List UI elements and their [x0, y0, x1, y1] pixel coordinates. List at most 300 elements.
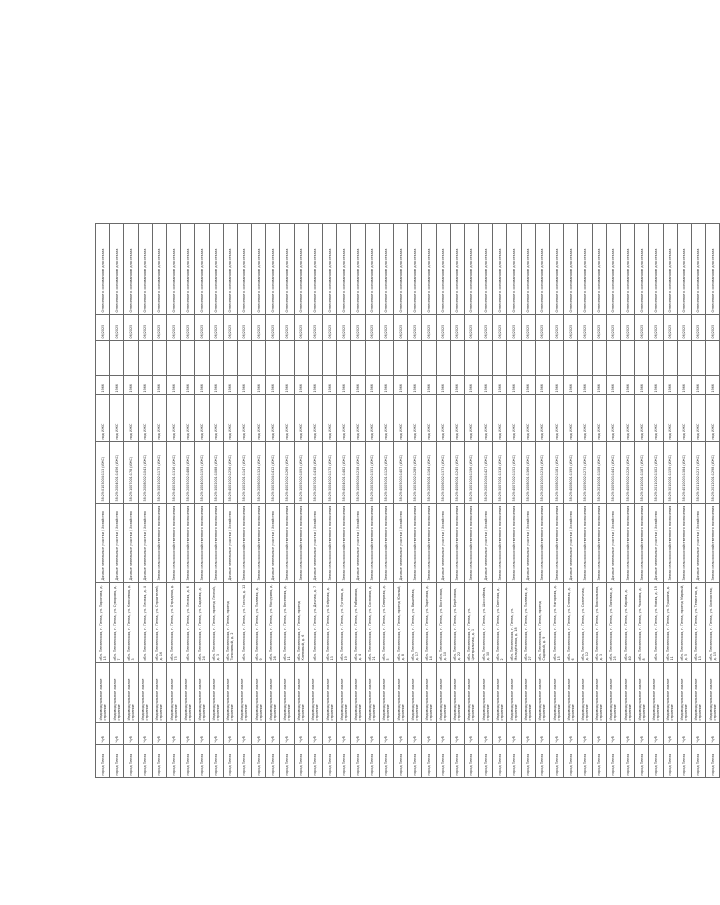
table-cell: 06/2025: [436, 315, 450, 341]
empty-cell: [706, 341, 720, 376]
table-cell: 06/2025: [464, 315, 478, 341]
table-cell: 1966: [152, 376, 166, 395]
table-cell: 1966: [408, 376, 422, 395]
empty-cell: [550, 341, 564, 376]
table-cell: под ИЖС: [365, 395, 379, 442]
table-row: [138, 224, 152, 778]
table-cell: Отнесение к основаниям для отказа: [252, 224, 266, 315]
table-cell: 58:29:4010003:1384 (ИЖС): [677, 442, 691, 504]
table-cell: 06/2025: [521, 315, 535, 341]
table-cell: Отнесение к основаниям для отказа: [294, 224, 308, 315]
table-cell: город Пенза: [181, 745, 195, 778]
table-cell: 1966: [479, 376, 493, 395]
table-cell: город Пенза: [365, 745, 379, 778]
table-cell: под ИЖС: [223, 395, 237, 442]
table-cell: Земли сельскохозяйственного назначения: [337, 504, 351, 583]
table-cell: обл. Пензенская, г. Пенза, ул. Суворова, д. 7: [110, 583, 124, 663]
table-cell: город Пенза: [337, 745, 351, 778]
table-cell: обл. Пензенская, г. Пенза, ул. Липовая, д. 25: [606, 583, 620, 663]
table-cell: Чуб: [620, 723, 634, 745]
empty-cell: [606, 341, 620, 376]
table-cell: Чуб: [365, 723, 379, 745]
empty-cell: [308, 341, 322, 376]
table-cell: город Пенза: [450, 745, 464, 778]
table-row: [166, 224, 180, 778]
table-cell: 06/2025: [110, 315, 124, 341]
table-row: [649, 224, 663, 778]
empty-cell: [266, 341, 280, 376]
table-cell: город Пенза: [96, 745, 110, 778]
table-cell: Отнесение к основаниям для отказа: [181, 224, 195, 315]
table-cell: Чуб: [564, 723, 578, 745]
table-cell: обл. Пензенская, г. Пенза, проезд Тополиный, д. 2: [223, 583, 237, 663]
table-cell: обл. Пензенская, г. Пенза, ул. Пирогова, д. 15: [96, 583, 110, 663]
table-cell: Земли сельскохозяйственного назначения: [677, 504, 691, 583]
table-cell: Чуб: [422, 723, 436, 745]
table-cell: Индивидуальное жилое строение: [677, 663, 691, 723]
table-cell: 58:29:1004003:1193 (ИЖС): [195, 442, 209, 504]
table-cell: обл. Пензенская, г. Пенза, ул. Мичурина, д. 28: [266, 583, 280, 663]
table-cell: город Пенза: [663, 745, 677, 778]
table-cell: 06/2025: [479, 315, 493, 341]
table-cell: 06/2025: [450, 315, 464, 341]
table-cell: 58:29:4006001:1245 (ИЖС): [450, 442, 464, 504]
table-cell: 06/2025: [195, 315, 209, 341]
table-cell: 06/2025: [393, 315, 407, 341]
table-cell: город Пенза: [166, 745, 180, 778]
table-row: [323, 224, 337, 778]
table-cell: Отнесение к основаниям для отказа: [464, 224, 478, 315]
empty-cell: [379, 341, 393, 376]
table-cell: обл. Пензенская, г. Пенза, ул. Восточная, д. 10: [436, 583, 450, 663]
empty-cell: [166, 341, 180, 376]
empty-cell: [436, 341, 450, 376]
table-cell: 58:29:2009001:1164 (ИЖС): [422, 442, 436, 504]
table-cell: город Пенза: [592, 745, 606, 778]
table-cell: Дачные земельные участки / Хозяйство: [308, 504, 322, 583]
table-cell: Земли сельскохозяйственного назначения: [620, 504, 634, 583]
table-cell: Индивидуальное жилое строение: [663, 663, 677, 723]
table-cell: под ИЖС: [663, 395, 677, 442]
table-cell: Отнесение к основаниям для отказа: [479, 224, 493, 315]
table-cell: Отнесение к основаниям для отказа: [606, 224, 620, 315]
table-cell: Чуб: [706, 723, 720, 745]
table-cell: город Пенза: [691, 745, 705, 778]
table-cell: город Пенза: [422, 745, 436, 778]
table-cell: под ИЖС: [252, 395, 266, 442]
table-cell: 1966: [606, 376, 620, 395]
table-row: [223, 224, 237, 778]
table-cell: 58:29:2011002:1302 (ИЖС): [649, 442, 663, 504]
table-cell: город Пенза: [535, 745, 549, 778]
table-cell: 06/2025: [337, 315, 351, 341]
table-cell: Дачные земельные участки / Хозяйство: [691, 504, 705, 583]
table-row: [110, 224, 124, 778]
table-cell: 58:29:4002002:1269 (ИЖС): [280, 442, 294, 504]
table-cell: под ИЖС: [110, 395, 124, 442]
table-cell: 58:29:2012001:1298 (ИЖС): [706, 442, 720, 504]
table-cell: Чуб: [209, 723, 223, 745]
table-cell: 06/2025: [691, 315, 705, 341]
table-row: [592, 224, 606, 778]
table-cell: 06/2025: [152, 315, 166, 341]
table-cell: 06/2025: [408, 315, 422, 341]
table-cell: 06/2025: [677, 315, 691, 341]
table-cell: под ИЖС: [578, 395, 592, 442]
table-cell: Чуб: [521, 723, 535, 745]
table-cell: под ИЖС: [408, 395, 422, 442]
table-cell: 58:29:1010001:1187 (ИЖС): [635, 442, 649, 504]
table-cell: Земли сельскохозяйственного назначения: [450, 504, 464, 583]
table-cell: 1966: [649, 376, 663, 395]
table-cell: 58:29:1005002:1093 (ИЖС): [294, 442, 308, 504]
table-cell: 1966: [209, 376, 223, 395]
table-cell: 1966: [521, 376, 535, 395]
table-cell: 58:29:2007001:1438 (ИЖС): [308, 442, 322, 504]
table-cell: Отнесение к основаниям для отказа: [677, 224, 691, 315]
table-cell: 1966: [96, 376, 110, 395]
empty-cell: [677, 341, 691, 376]
table-cell: Земли сельскохозяйственного назначения: [408, 504, 422, 583]
table-cell: 1966: [237, 376, 251, 395]
table-cell: город Пенза: [521, 745, 535, 778]
table-cell: Земли сельскохозяйственного назначения: [578, 504, 592, 583]
table-cell: обл. Пензенская, г. Пенза, ул. Северная, д. 5: [379, 583, 393, 663]
table-cell: Индивидуальное жилое строение: [620, 663, 634, 723]
table-cell: 1966: [308, 376, 322, 395]
table-cell: Отнесение к основаниям для отказа: [564, 224, 578, 315]
table-cell: город Пенза: [393, 745, 407, 778]
table-row: [379, 224, 393, 778]
table-cell: под ИЖС: [620, 395, 634, 442]
table-cell: Индивидуальное жилое строение: [323, 663, 337, 723]
table-cell: Дачные земельные участки / Хозяйство: [96, 504, 110, 583]
table-cell: 1966: [323, 376, 337, 395]
table-cell: обл. Пензенская, г. Пенза, ул. Степная, д. 6: [564, 583, 578, 663]
table-cell: город Пенза: [436, 745, 450, 778]
table-cell: 06/2025: [379, 315, 393, 341]
table-cell: 1966: [706, 376, 720, 395]
table-cell: город Пенза: [152, 745, 166, 778]
table-cell: Чуб: [323, 723, 337, 745]
table-cell: город Пенза: [195, 745, 209, 778]
table-cell: город Пенза: [408, 745, 422, 778]
table-cell: Отнесение к основаниям для отказа: [535, 224, 549, 315]
table-cell: обл. Пензенская, г. Пенза, ул. Строителей, д. 16: [152, 583, 166, 663]
table-cell: 06/2025: [493, 315, 507, 341]
table-cell: 58:29:4001002:1256 (ИЖС): [223, 442, 237, 504]
table-cell: Земли сельскохозяйственного назначения: [635, 504, 649, 583]
table-row: [351, 224, 365, 778]
table-cell: под ИЖС: [479, 395, 493, 442]
table-cell: 58:29:2003002:1351 (ИЖС): [365, 442, 379, 504]
table-cell: под ИЖС: [606, 395, 620, 442]
table-cell: Дачные земельные участки / Хозяйство: [351, 504, 365, 583]
table-cell: 1966: [138, 376, 152, 395]
table-cell: Дачные земельные участки / Хозяйство: [223, 504, 237, 583]
table-row: [195, 224, 209, 778]
table-cell: под ИЖС: [166, 395, 180, 442]
table-cell: Индивидуальное жилое строение: [436, 663, 450, 723]
table-cell: 1966: [507, 376, 521, 395]
empty-cell: [450, 341, 464, 376]
table-cell: 58:29:3005001:1126 (ИЖС): [379, 442, 393, 504]
table-cell: Чуб: [535, 723, 549, 745]
table-cell: Отнесение к основаниям для отказа: [691, 224, 705, 315]
land-register-table: [95, 223, 720, 778]
table-cell: Индивидуальное жилое строение: [294, 663, 308, 723]
table-cell: город Пенза: [507, 745, 521, 778]
table-cell: 58:29:2001003:1234 (ИЖС): [535, 442, 549, 504]
table-row: [464, 224, 478, 778]
table-cell: 06/2025: [294, 315, 308, 341]
empty-cell: [195, 341, 209, 376]
table-cell: под ИЖС: [635, 395, 649, 442]
table-cell: обл. Пензенская, г. Пенза, ул. Пушкина, д. 11: [663, 583, 677, 663]
table-row: [564, 224, 578, 778]
table-cell: 06/2025: [266, 315, 280, 341]
table-cell: Индивидуальное жилое строение: [379, 663, 393, 723]
table-cell: 06/2025: [323, 315, 337, 341]
table-cell: Индивидуальное жилое строение: [408, 663, 422, 723]
table-cell: 58:29:3008002:1181 (ИЖС): [550, 442, 564, 504]
table-cell: 1966: [266, 376, 280, 395]
table-row: [181, 224, 195, 778]
table-cell: 58:29:3001002:1175 (ИЖС): [152, 442, 166, 504]
table-cell: обл. Пензенская, г. Пенза, ул. Центральная, д. 1: [464, 583, 478, 663]
table-cell: город Пенза: [479, 745, 493, 778]
table-cell: 1966: [393, 376, 407, 395]
table-cell: город Пенза: [564, 745, 578, 778]
table-cell: город Пенза: [351, 745, 365, 778]
table-cell: город Пенза: [138, 745, 152, 778]
table-cell: Индивидуальное жилое строение: [464, 663, 478, 723]
table-cell: Дачные земельные участки / Хозяйство: [124, 504, 138, 583]
table-cell: город Пенза: [620, 745, 634, 778]
table-cell: 1966: [124, 376, 138, 395]
table-cell: 58:29:2005002:1488 (ИЖС): [181, 442, 195, 504]
table-cell: город Пенза: [308, 745, 322, 778]
table-cell: 1966: [337, 376, 351, 395]
table-row: [507, 224, 521, 778]
table-cell: Земли сельскохозяйственного назначения: [195, 504, 209, 583]
table-cell: Земли сельскохозяйственного назначения: [535, 504, 549, 583]
table-cell: Земли сельскохозяйственного назначения: [379, 504, 393, 583]
table-cell: Чуб: [379, 723, 393, 745]
table-cell: 1966: [436, 376, 450, 395]
table-cell: 58:29:1001004:1196 (ИЖС): [464, 442, 478, 504]
table-cell: Отнесение к основаниям для отказа: [450, 224, 464, 315]
table-cell: 06/2025: [166, 315, 180, 341]
table-cell: 58:29:3009003:1441 (ИЖС): [606, 442, 620, 504]
table-cell: 06/2025: [223, 315, 237, 341]
empty-cell: [209, 341, 223, 376]
table-cell: Чуб: [110, 723, 124, 745]
table-cell: Индивидуальное жилое строение: [564, 663, 578, 723]
table-cell: обл. Пензенская, г. Пенза, ул. Нагорная, д. 15: [550, 583, 564, 663]
table-cell: 58:29:2004001:1456 (ИЖС): [110, 442, 124, 504]
table-cell: Чуб: [691, 723, 705, 745]
table-cell: Отнесение к основаниям для отказа: [706, 224, 720, 315]
empty-cell: [521, 341, 535, 376]
empty-cell: [181, 341, 195, 376]
table-cell: обл. Пензенская, г. Пенза, ул. Холмистая, д. 15: [706, 583, 720, 663]
table-cell: обл. Пензенская, г. Пенза, проезд Кленовый, д. 6: [294, 583, 308, 663]
table-cell: Индивидуальное жилое строение: [550, 663, 564, 723]
table-row: [663, 224, 677, 778]
table-cell: Отнесение к основаниям для отказа: [550, 224, 564, 315]
table-cell: под ИЖС: [493, 395, 507, 442]
empty-cell: [479, 341, 493, 376]
table-cell: 06/2025: [706, 315, 720, 341]
table-cell: Чуб: [578, 723, 592, 745]
table-cell: 1966: [365, 376, 379, 395]
table-cell: Чуб: [96, 723, 110, 745]
table-cell: под ИЖС: [507, 395, 521, 442]
table-cell: Земли сельскохозяйственного назначения: [592, 504, 606, 583]
table-cell: Чуб: [181, 723, 195, 745]
table-cell: 1966: [450, 376, 464, 395]
table-cell: 1966: [635, 376, 649, 395]
table-cell: 58:29:2008002:1043 (ИЖС): [138, 442, 152, 504]
table-row: [521, 224, 535, 778]
empty-cell: [252, 341, 266, 376]
table-cell: Чуб: [223, 723, 237, 745]
table-cell: город Пенза: [649, 745, 663, 778]
table-cell: Земли сельскохозяйственного назначения: [209, 504, 223, 583]
table-cell: Индивидуальное жилое строение: [493, 663, 507, 723]
table-cell: 1966: [252, 376, 266, 395]
table-cell: Чуб: [166, 723, 180, 745]
table-cell: обл. Пензенская, г. Пенза, проезд Южный, д. 8: [393, 583, 407, 663]
table-cell: Дачные земельные участки / Хозяйство: [436, 504, 450, 583]
table-cell: 1966: [195, 376, 209, 395]
table-cell: 06/2025: [209, 315, 223, 341]
table-row: [635, 224, 649, 778]
table-cell: обл. Пензенская, г. Пенза, ул. Отрадная, д. 75: [166, 583, 180, 663]
table-cell: 1966: [166, 376, 180, 395]
table-cell: под ИЖС: [592, 395, 606, 442]
table-cell: Индивидуальное жилое строение: [110, 663, 124, 723]
empty-cell: [152, 341, 166, 376]
table-cell: Индивидуальное жилое строение: [181, 663, 195, 723]
table-row: [620, 224, 634, 778]
table-row: [691, 224, 705, 778]
table-cell: Чуб: [152, 723, 166, 745]
table-cell: Земли сельскохозяйственного назначения: [166, 504, 180, 583]
table-cell: Отнесение к основаниям для отказа: [209, 224, 223, 315]
table-cell: Земли сельскохозяйственного назначения: [365, 504, 379, 583]
table-cell: 1966: [379, 376, 393, 395]
table-cell: обл. Пензенская, г. Пенза, ул. Рябиновая, д. 4: [351, 583, 365, 663]
table-cell: Индивидуальное жилое строение: [393, 663, 407, 723]
table-cell: 58:29:0103004:113 (ИЖС): [96, 442, 110, 504]
table-cell: Дачные земельные участки / Хозяйство: [564, 504, 578, 583]
table-cell: Чуб: [436, 723, 450, 745]
table-cell: Чуб: [308, 723, 322, 745]
table-cell: Индивидуальное жилое строение: [166, 663, 180, 723]
table-cell: 58:29:4007002:1152 (ИЖС): [507, 442, 521, 504]
table-cell: Земли сельскохозяйственного назначения: [663, 504, 677, 583]
table-cell: 1966: [493, 376, 507, 395]
table-cell: 1966: [691, 376, 705, 395]
table-cell: 1966: [351, 376, 365, 395]
empty-cell: [393, 341, 407, 376]
empty-cell: [464, 341, 478, 376]
table-cell: 06/2025: [606, 315, 620, 341]
table-cell: 58:29:4008001:1395 (ИЖС): [564, 442, 578, 504]
table-cell: Отнесение к основаниям для отказа: [493, 224, 507, 315]
table-cell: 58:29:2002004:1427 (ИЖС): [479, 442, 493, 504]
table-cell: Индивидуальное жилое строение: [195, 663, 209, 723]
table-cell: город Пенза: [294, 745, 308, 778]
empty-cell: [493, 341, 507, 376]
table-cell: обл. Пензенская, г. Пенза, ул. Полевая, д. 9: [252, 583, 266, 663]
table-cell: Отнесение к основаниям для отказа: [237, 224, 251, 315]
empty-cell: [96, 341, 110, 376]
table-cell: под ИЖС: [691, 395, 705, 442]
table-cell: 1966: [294, 376, 308, 395]
table-cell: 06/2025: [578, 315, 592, 341]
table-cell: Отнесение к основаниям для отказа: [578, 224, 592, 315]
table-cell: Отнесение к основаниям для отказа: [422, 224, 436, 315]
table-cell: Отнесение к основаниям для отказа: [138, 224, 152, 315]
table-cell: 06/2025: [507, 315, 521, 341]
table-cell: обл. Пензенская, г. Пенза, ул. Чкалова, д. 8: [635, 583, 649, 663]
table-cell: город Пенза: [323, 745, 337, 778]
table-cell: город Пенза: [266, 745, 280, 778]
table-cell: обл. Пензенская, г. Пенза, ул. Сосновая, д. 21: [365, 583, 379, 663]
table-cell: обл. Пензенская, г. Пенза, ул. Весенняя, д. 11: [280, 583, 294, 663]
table-cell: Индивидуальное жилое строение: [535, 663, 549, 723]
table-row: [337, 224, 351, 778]
table-row: [237, 224, 251, 778]
table-cell: Индивидуальное жилое строение: [635, 663, 649, 723]
table-cell: Индивидуальное жилое строение: [351, 663, 365, 723]
table-row: [266, 224, 280, 778]
table-cell: Отнесение к основаниям для отказа: [379, 224, 393, 315]
table-row: [479, 224, 493, 778]
empty-cell: [294, 341, 308, 376]
table-cell: обл. Пензенская, г. Пенза, ул. Ключевая, д. 3: [124, 583, 138, 663]
table-cell: Отнесение к основаниям для отказа: [408, 224, 422, 315]
table-cell: 58:29:3007001:1318 (ИЖС): [493, 442, 507, 504]
table-cell: Индивидуальное жилое строение: [96, 663, 110, 723]
table-cell: под ИЖС: [195, 395, 209, 442]
table-cell: Отнесение к основаниям для отказа: [351, 224, 365, 315]
table-cell: обл. Пензенская, г. Пенза, ул. Вокзальная, д. 3: [592, 583, 606, 663]
table-cell: Индивидуальное жилое строение: [337, 663, 351, 723]
table-cell: Индивидуальное жилое строение: [578, 663, 592, 723]
table-cell: 1966: [550, 376, 564, 395]
table-row: [280, 224, 294, 778]
table-cell: под ИЖС: [535, 395, 549, 442]
table-cell: Отнесение к основаниям для отказа: [152, 224, 166, 315]
table-cell: под ИЖС: [706, 395, 720, 442]
empty-cell: [635, 341, 649, 376]
table-cell: Чуб: [479, 723, 493, 745]
table-cell: Отнесение к основаниям для отказа: [393, 224, 407, 315]
table-cell: 58:29:4009002:1226 (ИЖС): [620, 442, 634, 504]
table-cell: 06/2025: [649, 315, 663, 341]
table-cell: 1966: [464, 376, 478, 395]
table-cell: город Пенза: [578, 745, 592, 778]
table-cell: Земли сельскохозяйственного назначения: [706, 504, 720, 583]
table-cell: обл. Пензенская, г. Пенза, ул. Вишнёвая, д. 17: [408, 583, 422, 663]
table-cell: Отнесение к основаниям для отказа: [436, 224, 450, 315]
table-cell: 58:29:3002001:1088 (ИЖС): [209, 442, 223, 504]
table-cell: 06/2025: [96, 315, 110, 341]
